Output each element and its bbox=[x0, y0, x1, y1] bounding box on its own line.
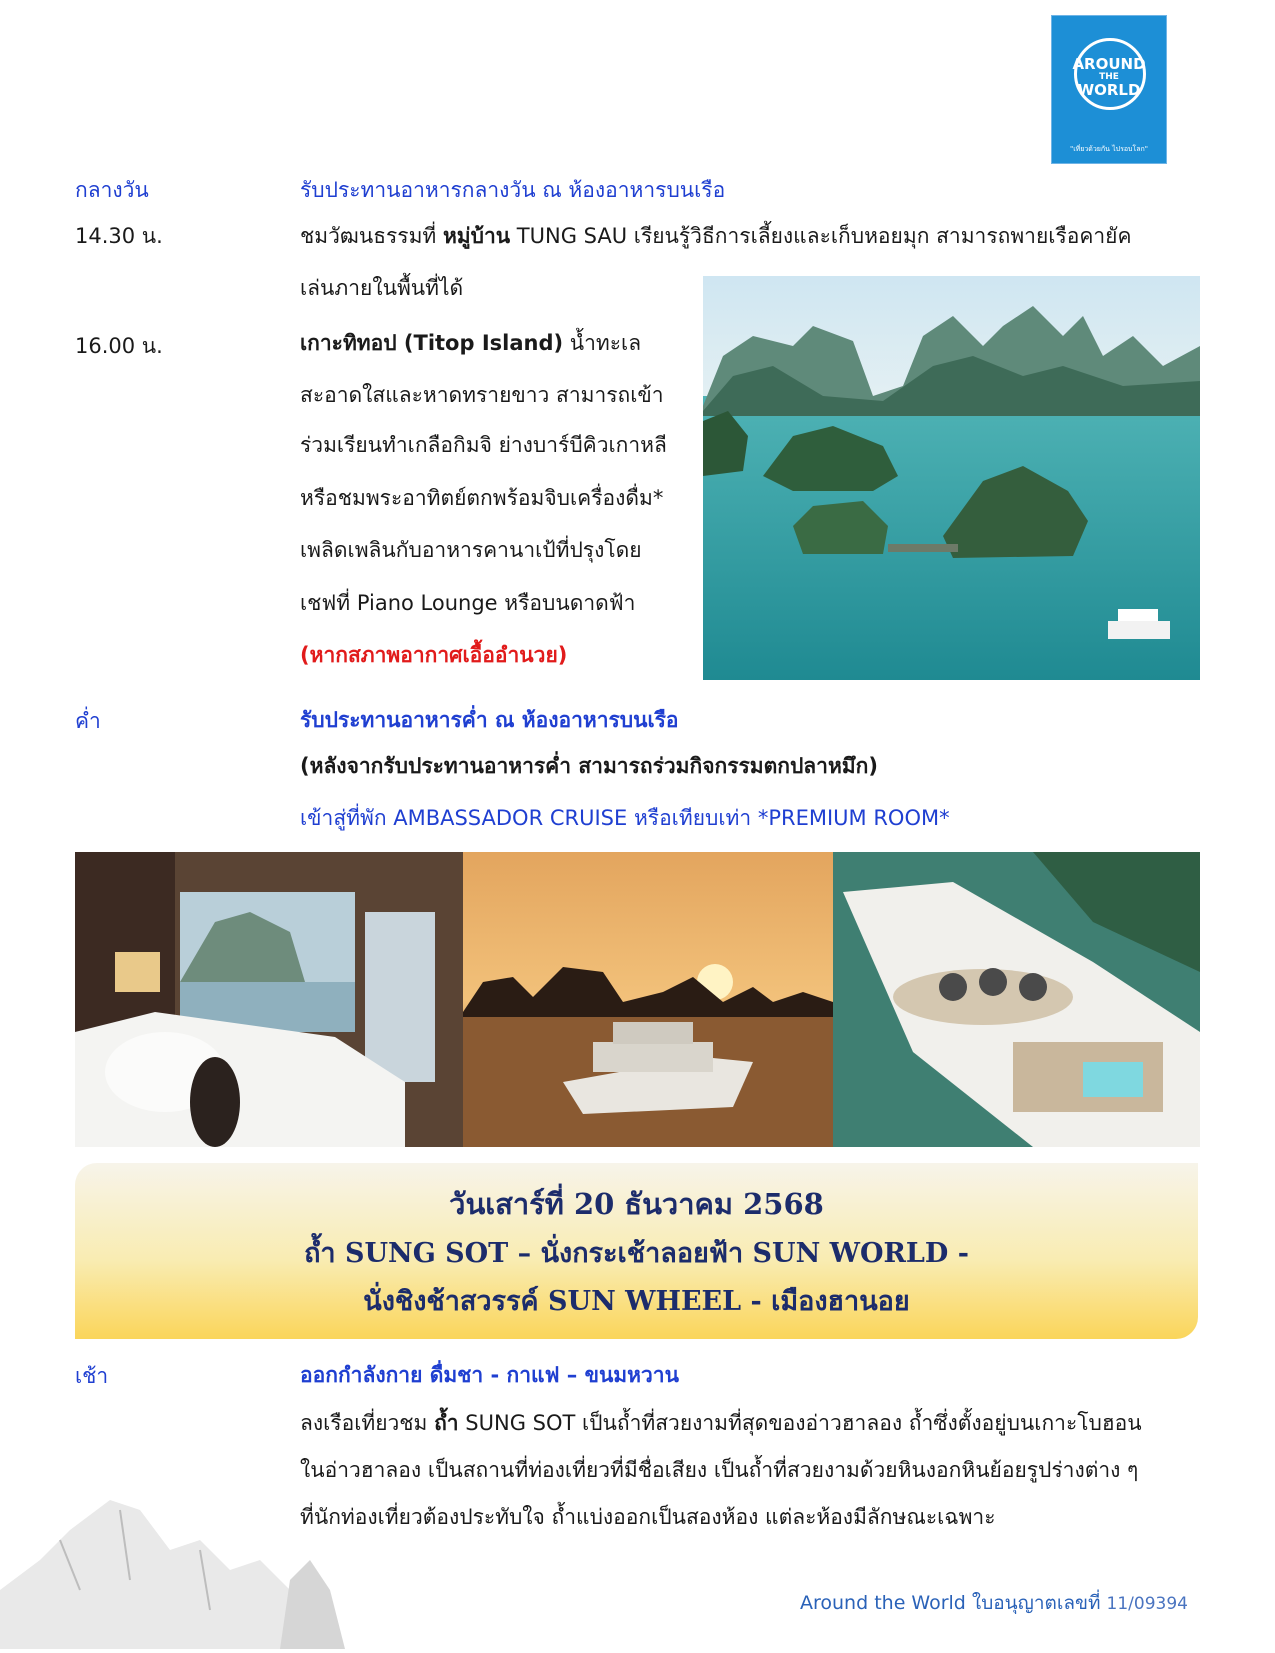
titop-island-name: เกาะทิทอป (Titop Island) bbox=[300, 331, 564, 355]
cabin-room-photo bbox=[75, 852, 463, 1147]
day-banner bbox=[75, 1163, 1198, 1339]
time-label-lunch: กลางวัน bbox=[75, 178, 149, 202]
titop-line-4: หรือชมพระอาทิตย์ตกพร้อมจิบเครื่องดื่ม* bbox=[300, 486, 664, 510]
sung-sot-line-3: ที่นักท่องเที่ยวต้องประทับใจ ถ้ำแบ่งออกเป็นสองห้อง แต่ละห้องมีลักษณะเฉพาะ bbox=[300, 1505, 996, 1529]
sung-sot-rest: SUNG SOT เป็นถ้ำที่สวยงามที่สุดของอ่าวฮาลอง ถ้ำซึ่งตั้งอยู่บนเกาะโบฮอน bbox=[458, 1411, 1142, 1435]
titop-line-3: ร่วมเรียนทำเกลือกิมจิ ย่างบาร์บีคิวเกาหลี bbox=[300, 433, 667, 457]
halong-bay-photo bbox=[703, 276, 1200, 680]
karst-sketch-decoration bbox=[0, 1470, 360, 1649]
logo-word-3: WORLD bbox=[1077, 81, 1141, 99]
time-label-morning: เช้า bbox=[75, 1364, 109, 1388]
cruise-sunset-photo bbox=[463, 852, 833, 1147]
banner-date: วันเสาร์ที่ 20 ธันวาคม 2568 bbox=[449, 1187, 824, 1221]
footer-license-number: 11/09394 bbox=[1106, 1594, 1188, 1614]
logo-word-2: THE bbox=[1099, 72, 1119, 82]
footer-license bbox=[800, 1588, 1188, 1618]
footer-license-label: ใบอนุญาตเลขที่ bbox=[965, 1592, 1107, 1614]
sung-sot-line-2: ในอ่าวฮาลอง เป็นสถานที่ท่องเที่ยวที่มีชื่อเสียง เป็นถ้ำที่สวยงามด้วยหินงอกหินย้อยรูปร่างต่าง ๆ bbox=[300, 1458, 1139, 1482]
titop-text-0: น้ำทะเล bbox=[563, 331, 642, 355]
sung-sot-line-1 bbox=[300, 1398, 1142, 1448]
logo-word-1: AROUND bbox=[1072, 55, 1146, 73]
sung-sot-prefix: ลงเรือเที่ยวชม bbox=[300, 1411, 435, 1435]
time-label-1430: 14.30 น. bbox=[75, 224, 163, 248]
time-label-dinner: ค่ำ bbox=[75, 709, 101, 733]
activity-tung-sau-line2: เล่นภายในพื้นที่ได้ bbox=[300, 276, 464, 300]
morning-heading: ออกกำลังกาย ดื่มชา - กาแฟ – ขนมหวาน bbox=[300, 1363, 679, 1387]
lunch-text: รับประทานอาหารกลางวัน ณ ห้องอาหารบนเรือ bbox=[300, 178, 726, 202]
banner-route-1: ถ้ำ SUNG SOT – นั่งกระเช้าลอยฟ้า SUN WORLD - bbox=[304, 1238, 969, 1269]
company-logo bbox=[1051, 15, 1167, 164]
dinner-activity: (หลังจากรับประทานอาหารค่ำ สามารถร่วมกิจกรรมตกปลาหมึก) bbox=[300, 754, 878, 778]
dinner-text: รับประทานอาหารค่ำ ณ ห้องอาหารบนเรือ bbox=[300, 708, 679, 732]
titop-line-6: เชฟที่ Piano Lounge หรือบนดาดฟ้า bbox=[300, 591, 636, 615]
cave-word: ถ้ำ bbox=[434, 1411, 459, 1435]
activity-tung-sau bbox=[300, 211, 1132, 261]
titop-line-5: เพลิดเพลินกับอาหารคานาเป้ที่ปรุงโดย bbox=[300, 538, 642, 562]
logo-tagline: "เที่ยวด้วยกัน ไปรอบโลก" bbox=[1070, 145, 1148, 153]
activity-text: ชมวัฒนธรรมที่ bbox=[300, 224, 443, 248]
check-in-text: เข้าสู่ที่พัก AMBASSADOR CRUISE หรือเทียบเท่า *PREMIUM ROOM* bbox=[300, 806, 950, 830]
banner-route-2: นั่งชิงช้าสวรรค์ SUN WHEEL - เมืองฮานอย bbox=[363, 1286, 910, 1317]
cruise-deck-photo bbox=[833, 852, 1200, 1147]
titop-line-1 bbox=[300, 318, 641, 368]
logo-name bbox=[1052, 56, 1166, 98]
weather-note: (หากสภาพอากาศเอื้ออำนวย) bbox=[300, 643, 568, 667]
titop-line-2: สะอาดใสและหาดทรายขาว สามารถเข้า bbox=[300, 383, 664, 407]
village-name: หมู่บ้าน bbox=[442, 224, 511, 248]
activity-text-rest: TUNG SAU เรียนรู้วิธีการเลี้ยงและเก็บหอยมุก สามารถพายเรือคายัค bbox=[510, 224, 1132, 248]
footer-company: Around the World bbox=[800, 1592, 966, 1614]
time-label-1600: 16.00 น. bbox=[75, 334, 163, 358]
